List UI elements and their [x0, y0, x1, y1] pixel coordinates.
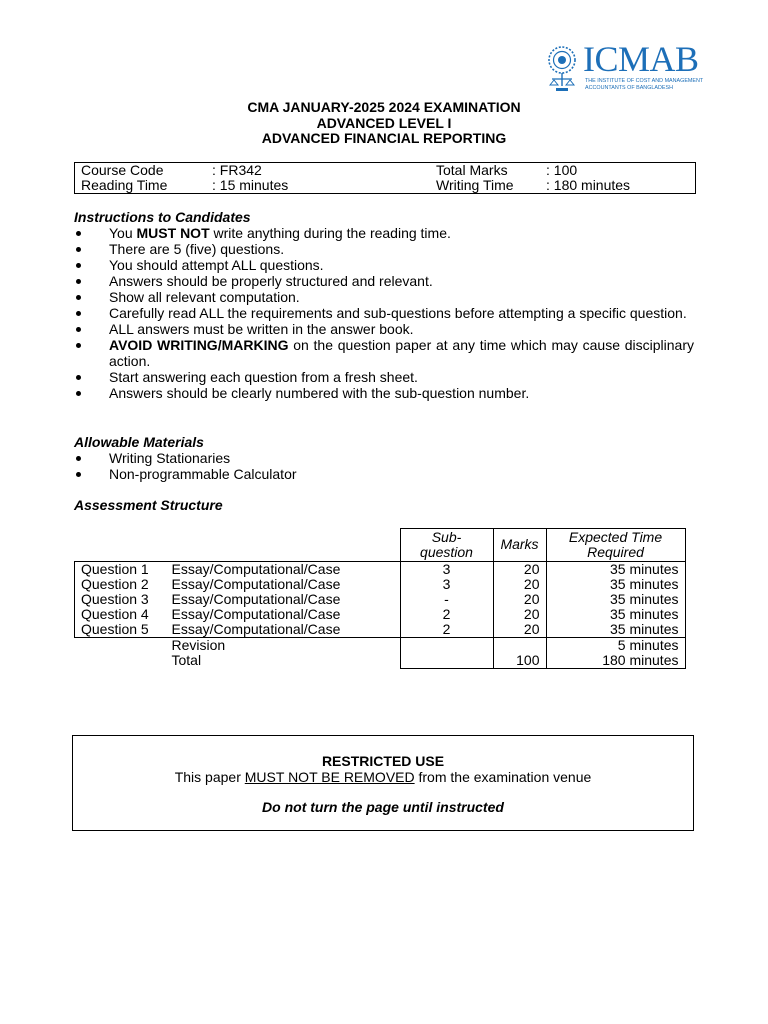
- total-marks: 100: [493, 653, 546, 669]
- col-header-expected-time: [546, 529, 685, 562]
- course-code-value: : FR342: [212, 162, 262, 178]
- list-item: There are 5 (five) questions.: [74, 241, 694, 257]
- time-value: 35 minutes: [546, 592, 685, 607]
- materials-heading: Allowable Materials: [74, 434, 204, 450]
- exam-subject: ADVANCED FINANCIAL REPORTING: [261, 130, 507, 146]
- restricted-use-box: [72, 735, 694, 831]
- assessment-table: [74, 528, 686, 669]
- course-code-label: Course Code: [81, 162, 164, 178]
- col-header-sub-question: [400, 529, 493, 562]
- logo-subtitle-2: ACCOUNTANTS OF BANGLADESH: [585, 85, 673, 91]
- assessment-header-row: [75, 529, 686, 562]
- total-marks-value: : 100: [546, 162, 578, 178]
- question-type: Essay/Computational/Case: [171, 605, 341, 622]
- logo-subtitle-1: THE INSTITUTE OF COST AND MANAGEMENT: [585, 78, 704, 84]
- question-type: Essay/Computational/Case: [171, 590, 341, 607]
- sub-question-count: 3: [400, 577, 493, 592]
- sub-question-count: -: [400, 592, 493, 607]
- list-item: You should attempt ALL questions.: [74, 257, 694, 273]
- materials-list: [74, 450, 694, 482]
- restricted-text: This paper: [174, 769, 245, 785]
- total-marks-label: Total Marks: [436, 162, 508, 178]
- table-row: [75, 592, 686, 607]
- revision-time: 5 minutes: [546, 637, 685, 653]
- exam-title: CMA JANUARY-2025 2024 EXAMINATION: [247, 99, 521, 115]
- table-row: [75, 607, 686, 622]
- marks-value: 20: [493, 561, 546, 577]
- exam-title-block: [0, 100, 768, 147]
- course-info-table: [74, 162, 696, 194]
- list-item: [74, 225, 694, 241]
- instruction-text: on the question paper at any time which may cause disciplinary action.: [109, 337, 694, 369]
- restricted-underlined-text: MUST NOT BE REMOVED: [244, 769, 415, 785]
- table-row: [75, 637, 686, 653]
- reading-time-value: : 15 minutes: [212, 177, 289, 193]
- logo-brand-text: ICMAB: [583, 39, 699, 79]
- table-row: [75, 653, 686, 669]
- instruction-emphasis: MUST NOT: [136, 225, 210, 241]
- exam-level: ADVANCED LEVEL I: [316, 114, 452, 131]
- time-value: 35 minutes: [546, 607, 685, 622]
- list-item: Answers should be properly structured and relevant.: [74, 273, 694, 289]
- question-label: Question 2: [75, 577, 166, 592]
- question-type: Essay/Computational/Case: [171, 575, 341, 592]
- marks-value: 20: [493, 607, 546, 622]
- instruction-emphasis: AVOID WRITING/MARKING: [109, 337, 289, 353]
- header-text: Sub-: [431, 528, 462, 545]
- restricted-title: RESTRICTED USE: [321, 753, 445, 769]
- header-text: question: [420, 543, 473, 560]
- table-row: [75, 561, 686, 577]
- icmab-logo: [547, 39, 704, 95]
- list-item: Show all relevant computation.: [74, 289, 694, 305]
- do-not-turn-notice: Do not turn the page until instructed: [262, 799, 504, 815]
- marks-value: 20: [493, 622, 546, 638]
- instructions-heading: Instructions to Candidates: [74, 209, 251, 225]
- sub-question-count: 3: [400, 561, 493, 577]
- table-row: [75, 622, 686, 638]
- reading-time-label: Reading Time: [81, 177, 168, 193]
- course-info-row: [75, 178, 696, 194]
- total-time: 180 minutes: [546, 653, 685, 669]
- instruction-text: You: [109, 225, 137, 241]
- list-item: [74, 337, 694, 369]
- total-label: Total: [171, 651, 202, 668]
- assessment-heading: Assessment Structure: [74, 497, 223, 513]
- list-item: Answers should be clearly numbered with the sub-question number.: [74, 385, 694, 401]
- instruction-text: write anything during the reading time.: [209, 225, 451, 241]
- restricted-line: [73, 769, 693, 785]
- question-type: Essay/Computational/Case: [166, 561, 401, 577]
- question-label: Question 3: [75, 592, 166, 607]
- question-type: Essay/Computational/Case: [166, 622, 401, 638]
- sub-question-count: 2: [400, 607, 493, 622]
- list-item: Start answering each question from a fresh sheet.: [74, 369, 694, 385]
- marks-value: 20: [493, 592, 546, 607]
- header-text: Required: [587, 543, 644, 560]
- question-label: Question 5: [75, 622, 166, 638]
- emblem-icon: [547, 43, 579, 95]
- writing-time-label: Writing Time: [436, 177, 514, 193]
- list-item: ALL answers must be written in the answer book.: [74, 321, 694, 337]
- time-value: 35 minutes: [546, 561, 685, 577]
- writing-time-value: : 180 minutes: [546, 177, 631, 193]
- list-item: Carefully read ALL the requirements and sub-questions before attempting a specific question.: [74, 305, 694, 321]
- header-text: Expected Time: [568, 528, 663, 545]
- question-label: Question 1: [75, 561, 166, 577]
- time-value: 35 minutes: [546, 622, 685, 638]
- list-item: Non-programmable Calculator: [74, 466, 694, 482]
- restricted-text: from the examination venue: [414, 769, 592, 785]
- list-item: Writing Stationaries: [74, 450, 694, 466]
- sub-question-count: 2: [400, 622, 493, 638]
- marks-value: 20: [493, 577, 546, 592]
- instructions-list: [74, 225, 694, 401]
- course-info-row: [75, 163, 696, 179]
- col-header-marks: Marks: [493, 529, 546, 562]
- time-value: 35 minutes: [546, 577, 685, 592]
- question-label: Question 4: [75, 607, 166, 622]
- revision-label: Revision: [171, 636, 226, 653]
- table-row: [75, 577, 686, 592]
